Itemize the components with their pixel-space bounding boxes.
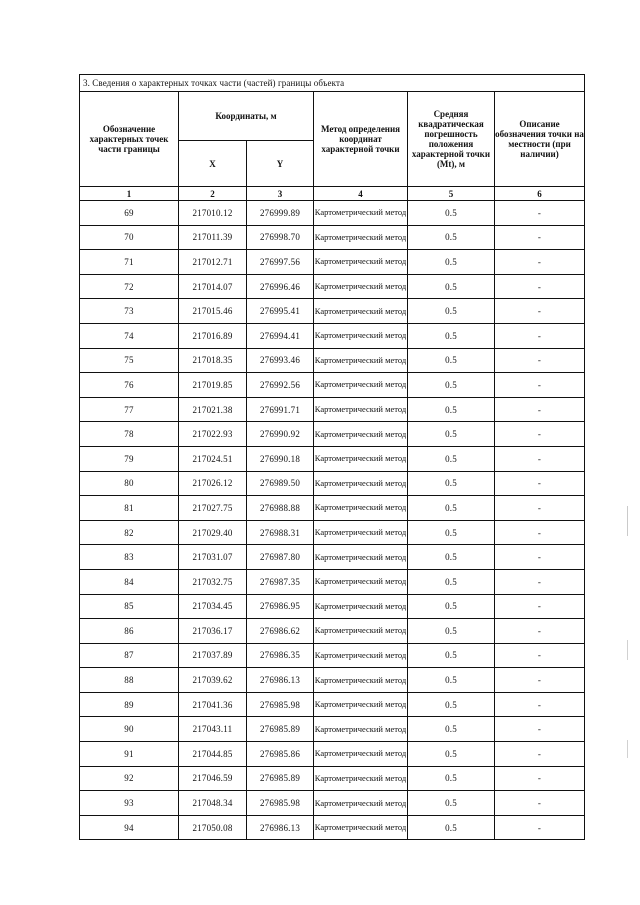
column-number: 2: [179, 187, 247, 201]
accuracy-cell: 0.5: [408, 791, 495, 816]
header-accuracy: Средняя квадратическая погрешность положения характерной точки (Mt), м: [408, 92, 495, 187]
boundary-points-table: [79, 74, 585, 840]
method-cell: Картометрический метод: [314, 201, 408, 226]
table-caption-row: [80, 75, 585, 92]
point-id-cell: 70: [80, 225, 179, 250]
description-cell: -: [495, 299, 585, 324]
x-coordinate-cell: 217015.46: [179, 299, 247, 324]
table-row: [80, 815, 585, 840]
description-cell: -: [495, 274, 585, 299]
method-cell: Картометрический метод: [314, 496, 408, 521]
method-cell: Картометрический метод: [314, 250, 408, 275]
accuracy-cell: 0.5: [408, 545, 495, 570]
scan-artifact: [627, 740, 628, 758]
accuracy-cell: 0.5: [408, 496, 495, 521]
table-row: [80, 397, 585, 422]
accuracy-cell: 0.5: [408, 766, 495, 791]
method-cell: Картометрический метод: [314, 569, 408, 594]
table-row: [80, 791, 585, 816]
y-coordinate-cell: 276988.88: [247, 496, 314, 521]
accuracy-cell: 0.5: [408, 520, 495, 545]
point-id-cell: 71: [80, 250, 179, 275]
point-id-cell: 69: [80, 201, 179, 226]
description-cell: -: [495, 250, 585, 275]
y-coordinate-cell: 276999.89: [247, 201, 314, 226]
y-coordinate-cell: 276996.46: [247, 274, 314, 299]
y-coordinate-cell: 276985.98: [247, 791, 314, 816]
x-coordinate-cell: 217016.89: [179, 323, 247, 348]
x-coordinate-cell: 217029.40: [179, 520, 247, 545]
accuracy-cell: 0.5: [408, 594, 495, 619]
accuracy-cell: 0.5: [408, 323, 495, 348]
description-cell: -: [495, 815, 585, 840]
table-caption: 3. Сведения о характерных точках части (частей) границы объекта: [80, 75, 585, 92]
method-cell: Картометрический метод: [314, 545, 408, 570]
method-cell: Картометрический метод: [314, 619, 408, 644]
accuracy-cell: 0.5: [408, 815, 495, 840]
point-id-cell: 78: [80, 422, 179, 447]
table-row: [80, 692, 585, 717]
accuracy-cell: 0.5: [408, 422, 495, 447]
method-cell: Картометрический метод: [314, 422, 408, 447]
column-number: 5: [408, 187, 495, 201]
column-number: 1: [80, 187, 179, 201]
column-number: 3: [247, 187, 314, 201]
x-coordinate-cell: 217022.93: [179, 422, 247, 447]
accuracy-cell: 0.5: [408, 373, 495, 398]
table-row: [80, 742, 585, 767]
x-coordinate-cell: 217014.07: [179, 274, 247, 299]
description-cell: -: [495, 766, 585, 791]
table-row: [80, 323, 585, 348]
point-id-cell: 76: [80, 373, 179, 398]
description-cell: -: [495, 422, 585, 447]
header-description: Описание обозначения точки на местности (при наличии): [495, 92, 585, 187]
table-row: [80, 348, 585, 373]
description-cell: -: [495, 397, 585, 422]
x-coordinate-cell: 217011.39: [179, 225, 247, 250]
accuracy-cell: 0.5: [408, 643, 495, 668]
point-id-cell: 88: [80, 668, 179, 693]
y-coordinate-cell: 276988.31: [247, 520, 314, 545]
accuracy-cell: 0.5: [408, 717, 495, 742]
point-id-cell: 85: [80, 594, 179, 619]
method-cell: Картометрический метод: [314, 274, 408, 299]
method-cell: Картометрический метод: [314, 299, 408, 324]
x-coordinate-cell: 217037.89: [179, 643, 247, 668]
y-coordinate-cell: 276987.35: [247, 569, 314, 594]
table-row: [80, 250, 585, 275]
table-row: [80, 373, 585, 398]
table-row: [80, 520, 585, 545]
description-cell: -: [495, 569, 585, 594]
y-coordinate-cell: 276986.95: [247, 594, 314, 619]
table-row: [80, 594, 585, 619]
description-cell: -: [495, 471, 585, 496]
description-cell: -: [495, 225, 585, 250]
x-coordinate-cell: 217019.85: [179, 373, 247, 398]
y-coordinate-cell: 276985.86: [247, 742, 314, 767]
description-cell: -: [495, 373, 585, 398]
accuracy-cell: 0.5: [408, 225, 495, 250]
method-cell: Картометрический метод: [314, 668, 408, 693]
point-id-cell: 77: [80, 397, 179, 422]
description-cell: -: [495, 668, 585, 693]
table-row: [80, 496, 585, 521]
accuracy-cell: 0.5: [408, 446, 495, 471]
method-cell: Картометрический метод: [314, 692, 408, 717]
header-x: X: [179, 141, 247, 187]
y-coordinate-cell: 276990.92: [247, 422, 314, 447]
column-numbers-row: [80, 187, 585, 201]
y-coordinate-cell: 276986.13: [247, 815, 314, 840]
x-coordinate-cell: 217043.11: [179, 717, 247, 742]
y-coordinate-cell: 276989.50: [247, 471, 314, 496]
table-row: [80, 668, 585, 693]
x-coordinate-cell: 217031.07: [179, 545, 247, 570]
accuracy-cell: 0.5: [408, 569, 495, 594]
x-coordinate-cell: 217046.59: [179, 766, 247, 791]
description-cell: -: [495, 201, 585, 226]
accuracy-cell: 0.5: [408, 250, 495, 275]
accuracy-cell: 0.5: [408, 668, 495, 693]
method-cell: Картометрический метод: [314, 766, 408, 791]
x-coordinate-cell: 217024.51: [179, 446, 247, 471]
y-coordinate-cell: 276986.13: [247, 668, 314, 693]
method-cell: Картометрический метод: [314, 643, 408, 668]
accuracy-cell: 0.5: [408, 299, 495, 324]
table-row: [80, 446, 585, 471]
description-cell: -: [495, 643, 585, 668]
x-coordinate-cell: 217034.45: [179, 594, 247, 619]
description-cell: -: [495, 692, 585, 717]
method-cell: Картометрический метод: [314, 791, 408, 816]
method-cell: Картометрический метод: [314, 717, 408, 742]
method-cell: Картометрический метод: [314, 471, 408, 496]
point-id-cell: 83: [80, 545, 179, 570]
point-id-cell: 74: [80, 323, 179, 348]
description-cell: -: [495, 717, 585, 742]
point-id-cell: 92: [80, 766, 179, 791]
header-y: Y: [247, 141, 314, 187]
header-point-designation: Обозначение характерных точек части границы: [80, 92, 179, 187]
method-cell: Картометрический метод: [314, 373, 408, 398]
method-cell: Картометрический метод: [314, 225, 408, 250]
x-coordinate-cell: 217048.34: [179, 791, 247, 816]
x-coordinate-cell: 217012.71: [179, 250, 247, 275]
table-row: [80, 717, 585, 742]
table-row: [80, 225, 585, 250]
method-cell: Картометрический метод: [314, 742, 408, 767]
description-cell: -: [495, 619, 585, 644]
y-coordinate-cell: 276985.89: [247, 766, 314, 791]
y-coordinate-cell: 276994.41: [247, 323, 314, 348]
y-coordinate-cell: 276985.98: [247, 692, 314, 717]
accuracy-cell: 0.5: [408, 619, 495, 644]
x-coordinate-cell: 217050.08: [179, 815, 247, 840]
accuracy-cell: 0.5: [408, 692, 495, 717]
scan-artifact: [627, 640, 628, 660]
method-cell: Картометрический метод: [314, 594, 408, 619]
description-cell: -: [495, 323, 585, 348]
table-row: [80, 619, 585, 644]
point-id-cell: 81: [80, 496, 179, 521]
method-cell: Картометрический метод: [314, 520, 408, 545]
x-coordinate-cell: 217041.36: [179, 692, 247, 717]
table-row: [80, 274, 585, 299]
table-row: [80, 569, 585, 594]
y-coordinate-cell: 276985.89: [247, 717, 314, 742]
header-row-1: [80, 92, 585, 141]
column-number: 4: [314, 187, 408, 201]
x-coordinate-cell: 217018.35: [179, 348, 247, 373]
accuracy-cell: 0.5: [408, 201, 495, 226]
y-coordinate-cell: 276998.70: [247, 225, 314, 250]
point-id-cell: 86: [80, 619, 179, 644]
column-number: 6: [495, 187, 585, 201]
method-cell: Картометрический метод: [314, 397, 408, 422]
table-row: [80, 471, 585, 496]
point-id-cell: 82: [80, 520, 179, 545]
table-row: [80, 545, 585, 570]
accuracy-cell: 0.5: [408, 274, 495, 299]
description-cell: -: [495, 348, 585, 373]
y-coordinate-cell: 276986.35: [247, 643, 314, 668]
description-cell: -: [495, 545, 585, 570]
description-cell: -: [495, 520, 585, 545]
point-id-cell: 73: [80, 299, 179, 324]
accuracy-cell: 0.5: [408, 742, 495, 767]
table-row: [80, 643, 585, 668]
y-coordinate-cell: 276993.46: [247, 348, 314, 373]
y-coordinate-cell: 276997.56: [247, 250, 314, 275]
point-id-cell: 94: [80, 815, 179, 840]
point-id-cell: 91: [80, 742, 179, 767]
description-cell: -: [495, 742, 585, 767]
x-coordinate-cell: 217027.75: [179, 496, 247, 521]
method-cell: Картометрический метод: [314, 446, 408, 471]
accuracy-cell: 0.5: [408, 471, 495, 496]
x-coordinate-cell: 217026.12: [179, 471, 247, 496]
y-coordinate-cell: 276992.56: [247, 373, 314, 398]
point-id-cell: 93: [80, 791, 179, 816]
table-body: [80, 201, 585, 840]
description-cell: -: [495, 791, 585, 816]
y-coordinate-cell: 276987.80: [247, 545, 314, 570]
x-coordinate-cell: 217044.85: [179, 742, 247, 767]
description-cell: -: [495, 594, 585, 619]
accuracy-cell: 0.5: [408, 348, 495, 373]
y-coordinate-cell: 276991.71: [247, 397, 314, 422]
description-cell: -: [495, 446, 585, 471]
point-id-cell: 72: [80, 274, 179, 299]
point-id-cell: 84: [80, 569, 179, 594]
y-coordinate-cell: 276986.62: [247, 619, 314, 644]
x-coordinate-cell: 217039.62: [179, 668, 247, 693]
scan-artifact: [627, 506, 628, 536]
table-row: [80, 201, 585, 226]
x-coordinate-cell: 217032.75: [179, 569, 247, 594]
method-cell: Картометрический метод: [314, 348, 408, 373]
description-cell: -: [495, 496, 585, 521]
table-row: [80, 766, 585, 791]
point-id-cell: 87: [80, 643, 179, 668]
point-id-cell: 79: [80, 446, 179, 471]
table-row: [80, 422, 585, 447]
y-coordinate-cell: 276990.18: [247, 446, 314, 471]
table-row: [80, 299, 585, 324]
header-coordinates: Координаты, м: [179, 92, 314, 141]
point-id-cell: 75: [80, 348, 179, 373]
header-method: Метод определения координат характерной точки: [314, 92, 408, 187]
x-coordinate-cell: 217036.17: [179, 619, 247, 644]
y-coordinate-cell: 276995.41: [247, 299, 314, 324]
method-cell: Картометрический метод: [314, 815, 408, 840]
x-coordinate-cell: 217010.12: [179, 201, 247, 226]
document-page: [79, 74, 584, 840]
method-cell: Картометрический метод: [314, 323, 408, 348]
point-id-cell: 89: [80, 692, 179, 717]
accuracy-cell: 0.5: [408, 397, 495, 422]
point-id-cell: 90: [80, 717, 179, 742]
point-id-cell: 80: [80, 471, 179, 496]
x-coordinate-cell: 217021.38: [179, 397, 247, 422]
